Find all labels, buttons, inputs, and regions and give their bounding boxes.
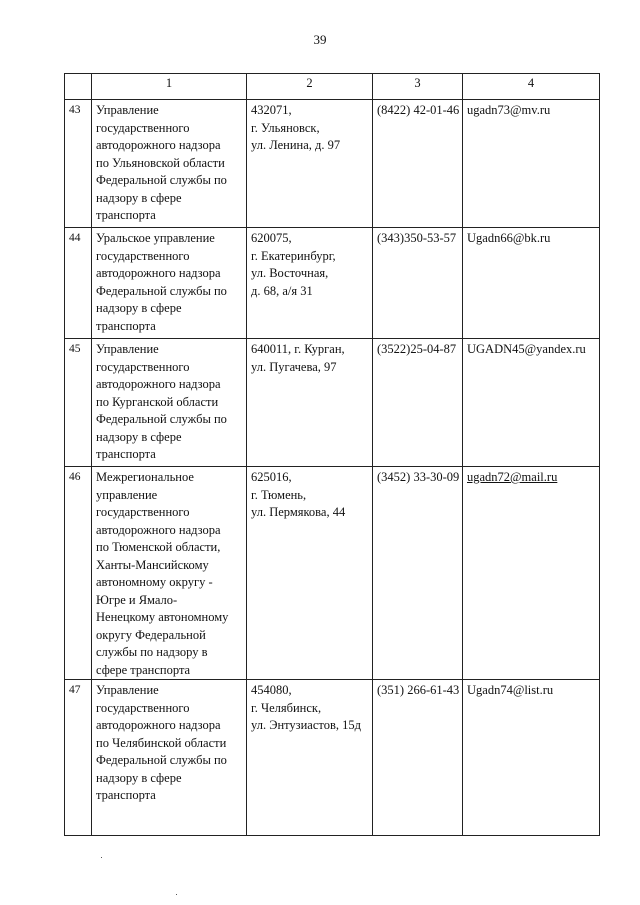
table-row (65, 339, 600, 467)
header-cell-name: 1 (92, 74, 247, 100)
phone-number: (351) 266-61-43 (373, 680, 463, 836)
email-address (463, 467, 600, 680)
row-number: 46 (65, 467, 92, 680)
phone-number: (3522)25-04-87 (373, 339, 463, 467)
organization-name: Управление государственного автодорожного надзора по Ульяновской области Федеральной службы по надзору в сфере транспорта (92, 100, 247, 228)
postal-address: 432071, г. Ульяновск, ул. Ленина, д. 97 (247, 100, 373, 228)
email-address: Ugadn66@bk.ru (463, 228, 600, 339)
header-cell-num (65, 74, 92, 100)
email-link[interactable]: ugadn72@mail.ru (467, 470, 558, 484)
email-address: UGADN45@yandex.ru (463, 339, 600, 467)
row-number: 43 (65, 100, 92, 228)
table-row (65, 228, 600, 339)
organization-name: Управление государственного автодорожного надзора по Челябинской области Федеральной службы по надзору в сфере транспорта (92, 680, 247, 836)
scan-speck (176, 894, 177, 895)
organization-name: Уральское управление государственного автодорожного надзора Федеральной службы по надзору в сфере транспорта (92, 228, 247, 339)
table-row (65, 467, 600, 680)
email-address: Ugadn74@list.ru (463, 680, 600, 836)
row-number: 45 (65, 339, 92, 467)
page-number: 39 (313, 32, 327, 47)
phone-number: (8422) 42-01-46 (373, 100, 463, 228)
scan-speck (101, 857, 102, 858)
postal-address: 625016, г. Тюмень, ул. Пермякова, 44 (247, 467, 373, 680)
table-header-row (65, 74, 600, 100)
postal-address: 640011, г. Курган, ул. Пугачева, 97 (247, 339, 373, 467)
header-cell-email: 4 (463, 74, 600, 100)
table-row (65, 100, 600, 228)
organization-name: Межрегиональное управление государственного автодорожного надзора по Тюменской области, Ханты-Мансийскому автономному округу - Югре и Ямало- Ненецкому автономному округу Федеральной службы по надзору в сфере транспорта (92, 467, 247, 680)
phone-number: (3452) 33-30-09 (373, 467, 463, 680)
email-address: ugadn73@mv.ru (463, 100, 600, 228)
header-cell-phone: 3 (373, 74, 463, 100)
header-cell-address: 2 (247, 74, 373, 100)
table-row (65, 680, 600, 836)
row-number: 47 (65, 680, 92, 836)
phone-number: (343)350-53-57 (373, 228, 463, 339)
organization-name: Управление государственного автодорожного надзора по Курганской области Федеральной службы по надзору в сфере транспорта (92, 339, 247, 467)
postal-address: 454080, г. Челябинск, ул. Энтузиастов, 15д (247, 680, 373, 836)
row-number: 44 (65, 228, 92, 339)
postal-address: 620075, г. Екатеринбург, ул. Восточная, д. 68, а/я 31 (247, 228, 373, 339)
contacts-table (64, 73, 600, 836)
